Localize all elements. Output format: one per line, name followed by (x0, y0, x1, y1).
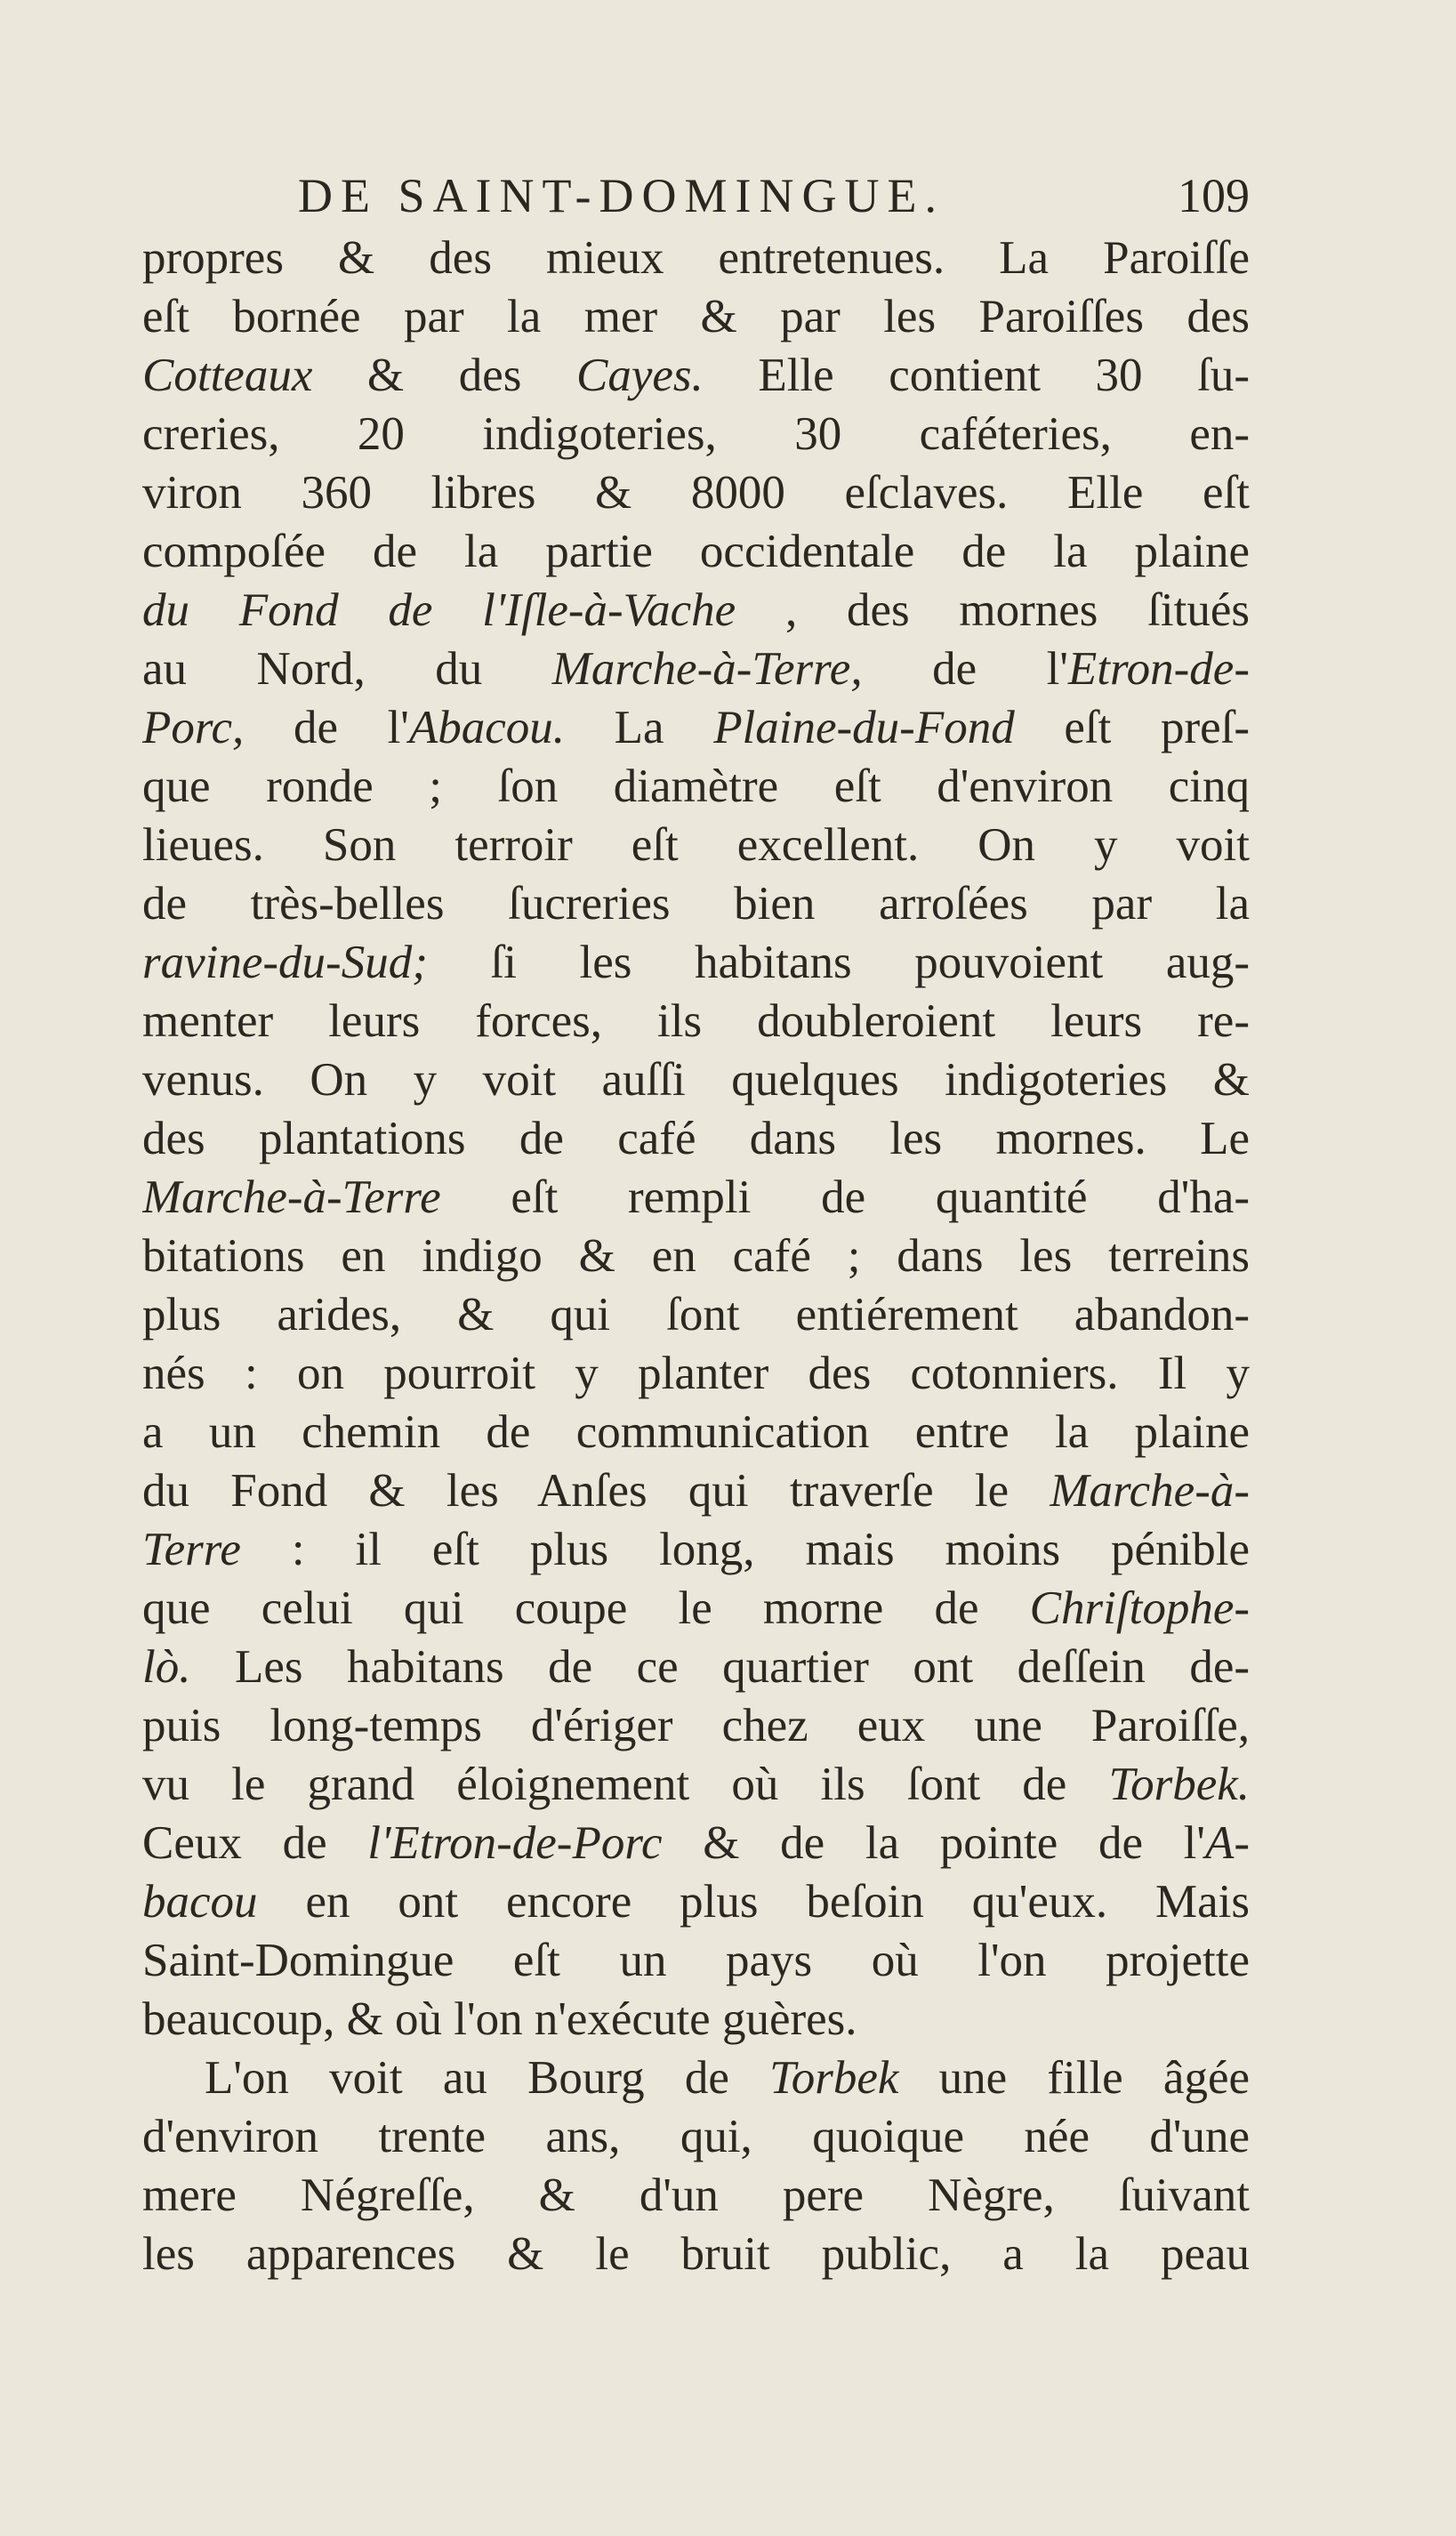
text-line (142, 992, 1250, 1051)
text-segment: bitations en indigo & en café ; dans les terreins (142, 1230, 1250, 1282)
italic-text-segment: Abacou. (408, 702, 566, 753)
text-segment: au Nord, du (142, 643, 552, 695)
text-segment: de l' (244, 702, 409, 753)
text-line (142, 1696, 1250, 1755)
text-line (142, 933, 1250, 992)
text-segment: des plantations de café dans les mornes. Le (142, 1113, 1250, 1164)
italic-text-segment: Terre (142, 1524, 241, 1575)
italic-text-segment: du Fond de l'Iſle-à-Vache (142, 584, 736, 636)
italic-text-segment: Marche-à-Terre (142, 1171, 441, 1223)
italic-text-segment: lò. (142, 1641, 191, 1693)
italic-text-segment: l'Etron-de-Porc (367, 1817, 663, 1869)
text-line (142, 640, 1250, 698)
text-segment: a un chemin de communication entre la plaine (142, 1406, 1250, 1458)
text-segment: lieues. Son terroir eſt excellent. On y voit (142, 819, 1250, 871)
text-line (142, 1990, 1250, 2049)
text-segment: Les habitans de ce quartier ont deſſein de- (190, 1641, 1250, 1693)
text-segment: de très-belles ſucreries bien arroſées par la (142, 878, 1250, 930)
text-line (142, 698, 1250, 757)
italic-text-segment: Etron-de- (1067, 643, 1250, 695)
text-segment: une fille âgée (898, 2052, 1250, 2104)
italic-text-segment: ravine-du-Sud; (142, 937, 428, 988)
text-line (142, 346, 1250, 405)
text-segment: les apparences & le bruit public, a la peau (142, 2228, 1250, 2280)
text-segment: Elle contient 30 ſu- (703, 350, 1250, 401)
text-line (142, 1109, 1250, 1168)
text-line (142, 2049, 1250, 2107)
text-segment: eſt preſ- (1014, 702, 1250, 753)
text-segment: Ceux de (142, 1817, 368, 1869)
text-line (142, 1168, 1250, 1227)
text-segment: du Fond & les Anſes qui traverſe le (142, 1465, 1050, 1517)
text-segment: & de la pointe de l' (662, 1817, 1205, 1869)
text-line (142, 229, 1250, 287)
text-segment: La (565, 702, 714, 753)
text-line (142, 757, 1250, 816)
text-line (142, 581, 1250, 640)
text-line (142, 1638, 1250, 1696)
text-segment: , des mornes ſitués (736, 584, 1250, 636)
text-line (142, 1931, 1250, 1990)
italic-text-segment: Cayes. (575, 350, 704, 401)
text-segment: vu le grand éloignement où ils ſont de (142, 1759, 1109, 1810)
text-line (142, 1755, 1250, 1814)
text-line (142, 1051, 1250, 1109)
text-segment: : il eſt plus long, mais moins pénible (240, 1524, 1250, 1575)
text-segment: compoſée de la partie occidentale de la plaine (142, 526, 1250, 577)
text-segment: de l' (862, 643, 1068, 695)
italic-text-segment: Cotteaux (142, 350, 313, 401)
text-segment: beaucoup, & où l'on n'exécute guères. (142, 1993, 857, 2045)
italic-text-segment: Torbek. (1108, 1759, 1250, 1810)
text-line (142, 287, 1250, 346)
text-segment: creries, 20 indigoteries, 30 caféteries, en- (142, 408, 1250, 460)
running-head (142, 165, 1250, 227)
text-line (142, 1227, 1250, 1285)
italic-text-segment: Porc, (142, 702, 245, 753)
italic-text-segment: Torbek (769, 2052, 899, 2104)
text-line (142, 1403, 1250, 1461)
italic-text-segment: Chriſtophe- (1029, 1582, 1250, 1634)
italic-text-segment: Marche-à-Terre, (551, 643, 863, 695)
page-number: 109 (1178, 169, 1250, 222)
text-segment: plus arides, & qui ſont entiérement abandon- (142, 1289, 1250, 1340)
text-line (142, 463, 1250, 522)
text-line (142, 874, 1250, 933)
text-segment: menter leurs forces, ils doubleroient leurs re- (142, 995, 1250, 1047)
running-title: DE SAINT-DOMINGUE. (298, 169, 945, 222)
text-segment: que ronde ; ſon diamètre eſt d'environ cinq (142, 761, 1250, 812)
text-line (142, 1344, 1250, 1403)
text-segment: que celui qui coupe le morne de (142, 1582, 1030, 1634)
text-segment: nés : on pourroit y planter des cotonniers. Il y (142, 1348, 1250, 1399)
text-segment: mere Négreſſe, & d'un pere Nègre, ſuivant (142, 2170, 1250, 2221)
text-segment: viron 360 libres & 8000 eſclaves. Elle eſt (142, 467, 1250, 519)
italic-text-segment: bacou (142, 1876, 258, 1928)
text-line (142, 1814, 1250, 1872)
text-line (142, 522, 1250, 581)
text-segment: Saint-Domingue eſt un pays où l'on projette (142, 1935, 1250, 1986)
text-segment: puis long-temps d'ériger chez eux une Paroiſſe, (142, 1700, 1250, 1751)
text-line (142, 405, 1250, 463)
text-segment: L'on voit au Bourg de (205, 2052, 770, 2104)
italic-text-segment: Marche-à- (1050, 1465, 1250, 1517)
text-segment: venus. On y voit auſſi quelques indigoteries & (142, 1054, 1250, 1106)
text-line (142, 1520, 1250, 1579)
text-segment: eſt bornée par la mer & par les Paroiſſes des (142, 291, 1250, 342)
text-segment: ſi les habitans pouvoient aug- (427, 937, 1250, 988)
text-segment: en ont encore plus beſoin qu'eux. Mais (257, 1876, 1250, 1928)
text-line (142, 1872, 1250, 1931)
text-line (142, 1579, 1250, 1638)
italic-text-segment: Plaine-du-Fond (713, 702, 1015, 753)
italic-text-segment: A- (1204, 1817, 1250, 1869)
text-line (142, 816, 1250, 874)
text-segment: d'environ trente ans, qui, quoique née d'une (142, 2111, 1250, 2162)
text-line (142, 1461, 1250, 1520)
text-segment: propres & des mieux entretenues. La Paroiſſe (142, 232, 1250, 284)
text-line (142, 2166, 1250, 2225)
text-segment: eſt rempli de quantité d'ha- (440, 1171, 1250, 1223)
text-line (142, 2225, 1250, 2283)
text-segment: & des (312, 350, 576, 401)
text-line (142, 2107, 1250, 2166)
body-text (142, 229, 1250, 2283)
text-line (142, 1285, 1250, 1344)
